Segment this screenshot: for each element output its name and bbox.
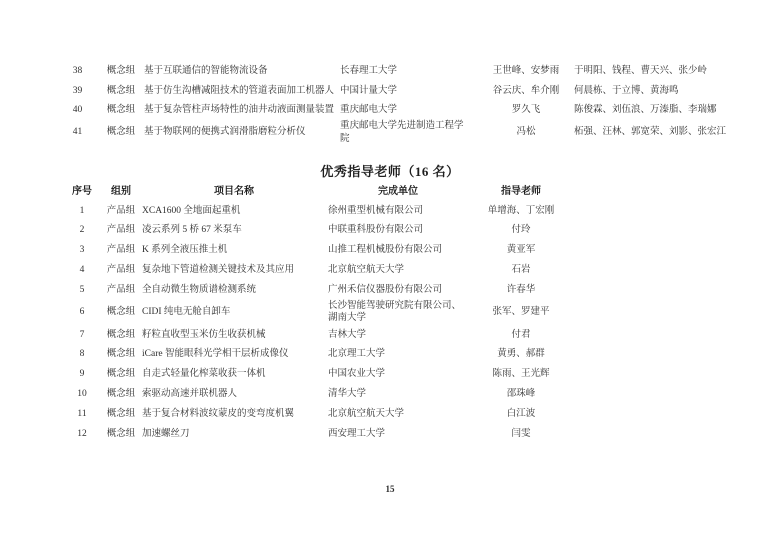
guidance-teacher: 邵珠峰 (506, 389, 536, 400)
completion-unit: 西安理工大学 (328, 428, 386, 439)
project-name: 基于复合材料波纹蒙皮的变弯度机翼 (142, 408, 295, 419)
completion-unit: 长春理工大学 (340, 66, 398, 77)
row-number: 2 (79, 225, 85, 236)
teacher-table-body (62, 201, 574, 444)
advisors: 冯松 (516, 127, 536, 138)
project-name: CIDI 纯电无舱自卸车 (142, 307, 231, 318)
completion-unit: 清华大学 (328, 389, 367, 400)
group-label: 产品组 (106, 205, 136, 216)
completion-unit: 中国农业大学 (328, 369, 386, 380)
table-row (62, 241, 574, 261)
completion-unit: 重庆邮电大学 (340, 105, 398, 116)
group-label: 产品组 (106, 225, 136, 236)
project-name: 全自动微生物质谱检测系统 (142, 284, 257, 295)
row-number: 11 (77, 408, 87, 419)
group-label: 产品组 (106, 245, 136, 256)
row-number: 4 (79, 265, 85, 276)
guidance-teacher: 许春华 (506, 284, 536, 295)
table-row (55, 120, 777, 145)
table-row (62, 384, 574, 404)
completion-unit: 山推工程机械股份有限公司 (328, 245, 443, 256)
advisors: 谷云庆、牟介刚 (492, 85, 560, 96)
row-number: 9 (79, 369, 85, 380)
team-members: 陈俊霖、刘伍浪、万溱脂、李瑞娜 (574, 105, 717, 116)
completion-unit: 吉林大学 (328, 329, 367, 340)
completion-unit: 北京航空航天大学 (328, 408, 405, 419)
section-title: 优秀指导老师（16 名） (320, 164, 460, 179)
table-row (62, 345, 574, 365)
row-number: 40 (72, 105, 83, 116)
completion-unit: 长沙智能驾驶研究院有限公司、湖南大学 (328, 300, 462, 324)
guidance-teacher: 付君 (511, 329, 531, 340)
header-group: 组别 (111, 186, 131, 198)
page-number: 15 (385, 484, 395, 494)
group-label: 概念组 (106, 329, 136, 340)
row-number: 7 (79, 329, 85, 340)
completion-unit: 重庆邮电大学先进制造工程学院 (340, 121, 464, 144)
table-row (62, 424, 574, 444)
group-label: 概念组 (106, 307, 136, 318)
group-label: 概念组 (106, 389, 136, 400)
teacher-table (62, 184, 574, 444)
project-name: 籽粒直收型玉米仿生收获机械 (142, 329, 266, 340)
completion-unit: 广州禾信仪器股份有限公司 (328, 284, 443, 295)
guidance-teacher: 张军、罗建平 (492, 307, 550, 318)
group-label: 概念组 (106, 85, 136, 96)
row-number: 8 (79, 349, 85, 360)
project-name: 凌云系列 5 桥 67 米泵车 (142, 225, 242, 236)
table-row (62, 365, 574, 385)
project-name: 索驱动高速并联机器人 (142, 389, 238, 400)
team-members: 柘强、汪林、郭宽荣、刘影、张宏江 (574, 127, 727, 138)
header-unit: 完成单位 (378, 186, 418, 198)
table-row (62, 260, 574, 280)
project-name: 基于仿生沟槽减阻技术的管道表面加工机器人 (144, 85, 335, 96)
completion-unit: 北京航空航天大学 (328, 265, 405, 276)
header-teacher: 指导老师 (501, 186, 541, 198)
table-row (55, 101, 777, 120)
table-header-row (62, 184, 574, 201)
advisors: 罗久飞 (511, 105, 541, 116)
table-row (55, 81, 777, 100)
table-row (55, 62, 777, 81)
guidance-teacher: 单增海、丁宏刚 (487, 205, 555, 216)
group-label: 概念组 (106, 349, 136, 360)
team-members: 何晨栋、于立博、黄海鸣 (574, 85, 679, 96)
project-name: 自走式轻量化榨菜收获一体机 (142, 369, 266, 380)
row-number: 1 (79, 205, 85, 216)
group-label: 产品组 (106, 284, 136, 295)
table-row (62, 221, 574, 241)
guidance-teacher: 付玲 (511, 225, 531, 236)
group-label: 概念组 (106, 127, 136, 138)
project-name: 复杂地下管道检测关键技术及其应用 (142, 265, 295, 276)
project-name: XCA1600 全地面起重机 (142, 205, 241, 216)
group-label: 产品组 (106, 265, 136, 276)
group-label: 概念组 (106, 369, 136, 380)
guidance-teacher: 白江波 (506, 408, 536, 419)
award-table-continued (55, 62, 777, 145)
row-number: 3 (79, 245, 85, 256)
guidance-teacher: 黄勇、郝群 (497, 349, 545, 360)
row-number: 6 (79, 307, 85, 318)
group-label: 概念组 (106, 105, 136, 116)
project-name: 基于物联网的便携式润滑脂磨粒分析仪 (144, 127, 306, 138)
header-project: 项目名称 (214, 186, 254, 198)
row-number: 12 (77, 428, 87, 439)
row-number: 10 (77, 389, 87, 400)
project-name: 基于复杂管柱声场特性的油井动液面测量装置 (144, 105, 335, 116)
table-row (62, 300, 574, 325)
guidance-teacher: 闫雯 (511, 428, 531, 439)
row-number: 39 (72, 85, 83, 96)
completion-unit: 中联重科股份有限公司 (328, 225, 424, 236)
table-row (62, 280, 574, 300)
advisors: 王世峰、安梦雨 (492, 66, 560, 77)
project-name: K 系列全液压推土机 (142, 245, 228, 256)
project-name: 加速螺丝刀 (142, 428, 190, 439)
completion-unit: 中国计量大学 (340, 85, 398, 96)
guidance-teacher: 石岩 (511, 265, 531, 276)
row-number: 41 (72, 127, 83, 138)
completion-unit: 北京理工大学 (328, 349, 386, 360)
guidance-teacher: 黄亚军 (506, 245, 536, 256)
project-name: 基于互联通信的智能物流设备 (144, 66, 268, 77)
team-members: 于明阳、钱程、曹天兴、张少岭 (574, 66, 708, 77)
row-number: 38 (72, 66, 83, 77)
row-number: 5 (79, 284, 85, 295)
project-name: iCare 智能眼科光学相干层析成像仪 (142, 349, 289, 360)
group-label: 概念组 (106, 66, 136, 77)
guidance-teacher: 陈雨、王光辉 (492, 369, 550, 380)
table-row (62, 201, 574, 221)
group-label: 概念组 (106, 408, 136, 419)
header-no: 序号 (72, 186, 92, 198)
table-row (62, 325, 574, 345)
completion-unit: 徐州重型机械有限公司 (328, 205, 424, 216)
table-row (62, 404, 574, 424)
group-label: 概念组 (106, 428, 136, 439)
